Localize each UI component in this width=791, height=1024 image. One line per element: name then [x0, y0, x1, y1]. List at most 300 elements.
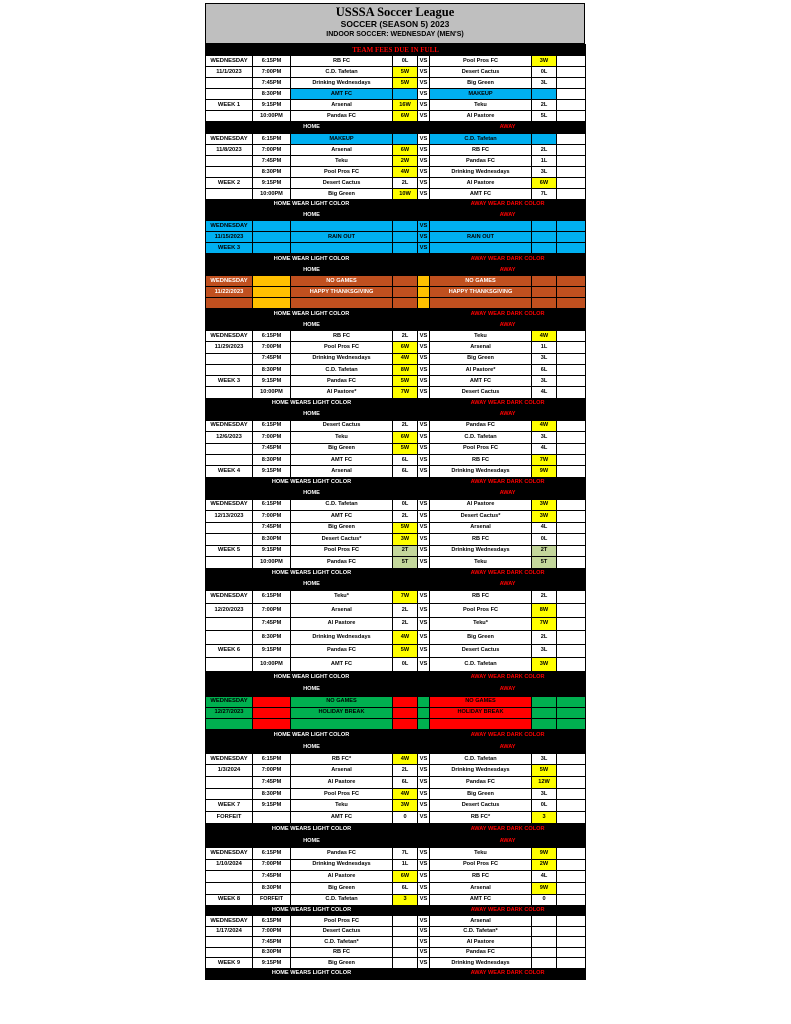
game-row [206, 534, 586, 546]
vs-label: VS [418, 777, 430, 789]
week-label: WEDNESDAY [206, 56, 253, 67]
week-label: WEDNESDAY [206, 420, 253, 431]
home-score: 7W [393, 590, 418, 604]
away-score: 2L [532, 590, 557, 604]
home-team: Al Pastore [291, 617, 393, 631]
away-score: 2L [532, 631, 557, 645]
home-label: HOME WEARS LIGHT COLOR [206, 823, 418, 835]
home-score: 0L [393, 499, 418, 511]
away-score: 3W [532, 658, 557, 672]
home-score: 2L [393, 617, 418, 631]
bar-spacer [418, 968, 430, 979]
empty-cell [557, 707, 586, 718]
vs-label: VS [418, 178, 430, 189]
week-label [206, 156, 253, 167]
vs-label: VS [418, 499, 430, 511]
game-row [206, 788, 586, 800]
week-label: WEEK 1 [206, 100, 253, 111]
home-team: RB FC* [291, 753, 393, 765]
game-time: 7:45PM [253, 443, 291, 454]
away-score: 5W [532, 765, 557, 777]
empty-cell [557, 777, 586, 789]
week-label: 11/22/2023 [206, 287, 253, 298]
game-time: FORFEIT [253, 894, 291, 906]
empty-cell [557, 364, 586, 375]
week-label: WEDNESDAY [206, 916, 253, 927]
week-label: WEEK 9 [206, 958, 253, 969]
week-label: 1/17/2024 [206, 926, 253, 937]
away-team: Drinking Wednesdays [430, 545, 532, 557]
vs-label: VS [418, 800, 430, 812]
game-row [206, 443, 586, 454]
away-score: 6W [532, 178, 557, 189]
home-score: 0 [393, 812, 418, 824]
division-title: INDOOR SOCCER: WEDNESDAY (MEN'S) [326, 31, 464, 38]
empty-cell [557, 454, 586, 465]
game-time: 7:45PM [253, 156, 291, 167]
vs-label: VS [418, 557, 430, 569]
week-label: WEDNESDAY [206, 847, 253, 859]
game-time: 6:15PM [253, 420, 291, 431]
bar-spacer [418, 579, 430, 590]
bar-spacer [418, 741, 430, 753]
game-time: 7:00PM [253, 604, 291, 618]
game-row [206, 658, 586, 672]
away-team: RB FC [430, 590, 532, 604]
home-score: 6W [393, 342, 418, 353]
away-team: C.D. Tafetan [430, 432, 532, 443]
game-time: 7:00PM [253, 67, 291, 78]
vs-label: VS [418, 947, 430, 958]
game-time: 7:00PM [253, 511, 291, 523]
home-score: 4W [393, 353, 418, 364]
vs-label: VS [418, 466, 430, 477]
vs-label: VS [418, 243, 430, 254]
home-label: HOME [206, 409, 418, 420]
week-label: WEEK 2 [206, 178, 253, 189]
home-label: HOME [206, 835, 418, 847]
empty-cell [557, 511, 586, 523]
away-score: 4L [532, 387, 557, 398]
away-status: HOLIDAY BREAK [430, 707, 532, 718]
empty-cell [557, 466, 586, 477]
vs-label: VS [418, 78, 430, 89]
game-time: 6:15PM [253, 499, 291, 511]
empty-cell [557, 718, 586, 729]
game-row [206, 178, 586, 189]
uniform-bar [206, 398, 586, 409]
away-team: MAKEUP [430, 89, 532, 100]
away-score [532, 958, 557, 969]
away-score [532, 89, 557, 100]
empty-cell [557, 631, 586, 645]
home-team: Arsenal [291, 604, 393, 618]
home-status: NO GAMES [291, 696, 393, 707]
home-team: C.D. Tafetan [291, 499, 393, 511]
vs-spacer [418, 718, 430, 729]
home-team: Pool Pros FC [291, 167, 393, 178]
home-label: HOME WEAR LIGHT COLOR [206, 254, 418, 265]
home-score: 2L [393, 420, 418, 431]
home-score: 4W [393, 167, 418, 178]
empty-cell [557, 916, 586, 927]
week-label: WEEK 3 [206, 376, 253, 387]
game-row [206, 522, 586, 534]
game-row [206, 882, 586, 894]
empty-cell [557, 221, 586, 232]
home-label: HOME WEARS LIGHT COLOR [206, 398, 418, 409]
game-time: 7:00PM [253, 342, 291, 353]
away-label: AWAY [430, 320, 586, 331]
away-team: Drinking Wednesdays [430, 765, 532, 777]
game-time: 8:30PM [253, 947, 291, 958]
game-row [206, 765, 586, 777]
away-team: Desert Cactus [430, 644, 532, 658]
home-score [393, 134, 418, 145]
week-label: 1/3/2024 [206, 765, 253, 777]
home-score: 4W [393, 631, 418, 645]
away-score: 9W [532, 882, 557, 894]
home-score: 6W [393, 871, 418, 883]
away-score: 3L [532, 78, 557, 89]
game-time: 8:30PM [253, 788, 291, 800]
week-label: WEDNESDAY [206, 331, 253, 342]
empty-cell [557, 937, 586, 948]
away-score: 4L [532, 871, 557, 883]
uniform-bar [206, 568, 586, 579]
vs-label: VS [418, 89, 430, 100]
vs-label: VS [418, 387, 430, 398]
week-label: WEDNESDAY [206, 696, 253, 707]
empty-cell [557, 111, 586, 122]
vs-label: VS [418, 812, 430, 824]
away-status [430, 243, 532, 254]
empty-cell [557, 243, 586, 254]
week-label [206, 522, 253, 534]
vs-label: VS [418, 443, 430, 454]
game-row [206, 364, 586, 375]
home-away-bar [206, 122, 586, 134]
game-time: 7:00PM [253, 926, 291, 937]
game-time: 6:15PM [253, 916, 291, 927]
away-team: RB FC* [430, 812, 532, 824]
game-time: 8:30PM [253, 454, 291, 465]
game-time: 9:15PM [253, 100, 291, 111]
special-row [206, 696, 586, 707]
league-title: USSSA Soccer League [335, 5, 455, 19]
empty-cell [557, 189, 586, 200]
away-score: 1L [532, 342, 557, 353]
week-label: WEEK 3 [206, 243, 253, 254]
away-score: 8W [532, 604, 557, 618]
home-away-bar [206, 741, 586, 753]
away-team: Desert Cactus* [430, 511, 532, 523]
week-label: WEEK 6 [206, 644, 253, 658]
bar-spacer [418, 309, 430, 320]
vs-label: VS [418, 111, 430, 122]
vs-label: VS [418, 644, 430, 658]
week-label [206, 189, 253, 200]
game-row [206, 432, 586, 443]
away-team: Arsenal [430, 342, 532, 353]
away-team: RB FC [430, 145, 532, 156]
vs-label: VS [418, 788, 430, 800]
vs-label: VS [418, 454, 430, 465]
vs-label: VS [418, 926, 430, 937]
home-score: 6L [393, 454, 418, 465]
empty-cell [557, 167, 586, 178]
season-title: SOCCER (SEASON 5) 2023 [340, 19, 450, 29]
week-label [206, 78, 253, 89]
home-team: RB FC [291, 331, 393, 342]
game-time: 10:00PM [253, 387, 291, 398]
vs-label: VS [418, 134, 430, 145]
home-score [393, 89, 418, 100]
away-team: Al Pastore [430, 499, 532, 511]
week-label [206, 557, 253, 569]
empty-cell [557, 78, 586, 89]
away-score: 3L [532, 376, 557, 387]
away-team: Pandas FC [430, 156, 532, 167]
game-row [206, 342, 586, 353]
away-label: AWAY [430, 122, 586, 134]
empty-cell [557, 534, 586, 546]
home-team: Drinking Wednesdays [291, 353, 393, 364]
away-status: NO GAMES [430, 276, 532, 287]
week-label: WEDNESDAY [206, 221, 253, 232]
uniform-bar [206, 671, 586, 683]
game-time: 9:15PM [253, 644, 291, 658]
home-score [393, 958, 418, 969]
week-label: WEEK 8 [206, 894, 253, 906]
home-score: 7L [393, 847, 418, 859]
game-row [206, 631, 586, 645]
game-row [206, 145, 586, 156]
week-label [206, 443, 253, 454]
home-team: Arsenal [291, 765, 393, 777]
empty-cell [557, 557, 586, 569]
special-row [206, 221, 586, 232]
week-label: 11/15/2023 [206, 232, 253, 243]
home-team: Pandas FC [291, 111, 393, 122]
vs-spacer [418, 707, 430, 718]
away-team: Big Green [430, 788, 532, 800]
away-team: Pandas FC [430, 947, 532, 958]
game-time: 8:30PM [253, 882, 291, 894]
empty-cell [557, 847, 586, 859]
game-row [206, 947, 586, 958]
away-score: 0L [532, 800, 557, 812]
game-row [206, 353, 586, 364]
away-score: 5L [532, 111, 557, 122]
vs-spacer [418, 287, 430, 298]
special-row [206, 276, 586, 287]
week-label [206, 167, 253, 178]
home-label: HOME [206, 579, 418, 590]
week-label [206, 617, 253, 631]
week-label: 11/8/2023 [206, 145, 253, 156]
bar-spacer [418, 488, 430, 499]
game-time: 8:30PM [253, 89, 291, 100]
week-label [206, 882, 253, 894]
special-row [206, 287, 586, 298]
home-team: Big Green [291, 522, 393, 534]
home-score: 5W [393, 443, 418, 454]
home-status [291, 298, 393, 309]
away-team: Pool Pros FC [430, 859, 532, 871]
game-time: 10:00PM [253, 111, 291, 122]
away-team: Big Green [430, 78, 532, 89]
bar-spacer [418, 568, 430, 579]
time-cell [253, 232, 291, 243]
away-score: 5T [532, 557, 557, 569]
home-score [393, 718, 418, 729]
away-score: 0L [532, 534, 557, 546]
away-score: 4L [532, 522, 557, 534]
game-time: 8:30PM [253, 631, 291, 645]
home-score: 3 [393, 894, 418, 906]
home-score: 2L [393, 511, 418, 523]
vs-label: VS [418, 658, 430, 672]
empty-cell [557, 134, 586, 145]
week-label: WEEK 4 [206, 466, 253, 477]
game-row [206, 958, 586, 969]
home-label: HOME [206, 741, 418, 753]
home-team: Arsenal [291, 100, 393, 111]
away-label: AWAY WEAR DARK COLOR [430, 200, 586, 210]
away-team: Al Pastore* [430, 364, 532, 375]
time-cell [253, 243, 291, 254]
vs-label: VS [418, 189, 430, 200]
away-team: Al Pastore [430, 937, 532, 948]
away-team: Desert Cactus [430, 67, 532, 78]
away-score: 2L [532, 145, 557, 156]
empty-cell [557, 331, 586, 342]
away-status: NO GAMES [430, 696, 532, 707]
empty-cell [557, 590, 586, 604]
away-status [430, 298, 532, 309]
away-score [532, 134, 557, 145]
game-time: 10:00PM [253, 189, 291, 200]
week-label [206, 937, 253, 948]
uniform-bar [206, 729, 586, 741]
vs-label: VS [418, 545, 430, 557]
home-team: Big Green [291, 882, 393, 894]
home-status: HOLIDAY BREAK [291, 707, 393, 718]
week-label [206, 788, 253, 800]
week-label: WEDNESDAY [206, 276, 253, 287]
empty-cell [557, 947, 586, 958]
home-team: C.D. Tafetan [291, 67, 393, 78]
game-time: 7:45PM [253, 617, 291, 631]
uniform-bar [206, 254, 586, 265]
away-score: 2W [532, 859, 557, 871]
away-label: AWAY [430, 265, 586, 276]
empty-cell [557, 443, 586, 454]
home-score: 2L [393, 604, 418, 618]
game-row [206, 499, 586, 511]
away-team: RB FC [430, 871, 532, 883]
away-score: 2L [532, 100, 557, 111]
empty-cell [557, 276, 586, 287]
away-team: C.D. Tafetan [430, 753, 532, 765]
home-label: HOME WEAR LIGHT COLOR [206, 729, 418, 741]
uniform-bar [206, 823, 586, 835]
vs-label: VS [418, 958, 430, 969]
home-label: HOME WEARS LIGHT COLOR [206, 906, 418, 916]
home-team: RB FC [291, 947, 393, 958]
home-team: RB FC [291, 56, 393, 67]
bar-spacer [418, 265, 430, 276]
empty-cell [557, 812, 586, 824]
week-label [206, 631, 253, 645]
home-team: AMT FC [291, 454, 393, 465]
away-team: Pandas FC [430, 777, 532, 789]
home-score: 6W [393, 111, 418, 122]
away-score: 7W [532, 454, 557, 465]
vs-label: VS [418, 534, 430, 546]
bar-spacer [418, 477, 430, 488]
week-label [206, 777, 253, 789]
home-status: NO GAMES [291, 276, 393, 287]
home-score [393, 221, 418, 232]
vs-label: VS [418, 937, 430, 948]
game-row [206, 100, 586, 111]
home-team: Desert Cactus [291, 420, 393, 431]
home-score: 2L [393, 178, 418, 189]
away-score: 3L [532, 788, 557, 800]
home-team: Arsenal [291, 466, 393, 477]
away-status [430, 718, 532, 729]
empty-cell [557, 926, 586, 937]
game-row [206, 511, 586, 523]
away-team: Arsenal [430, 916, 532, 927]
game-time: 7:00PM [253, 765, 291, 777]
away-status [430, 221, 532, 232]
home-score [393, 243, 418, 254]
week-label [206, 947, 253, 958]
vs-label: VS [418, 894, 430, 906]
home-score [393, 707, 418, 718]
vs-label: VS [418, 167, 430, 178]
home-score: 16W [393, 100, 418, 111]
game-row [206, 644, 586, 658]
bar-spacer [418, 409, 430, 420]
empty-cell [557, 499, 586, 511]
bar-spacer [418, 210, 430, 221]
game-row [206, 454, 586, 465]
away-score [532, 232, 557, 243]
home-score [393, 287, 418, 298]
home-team: Pandas FC [291, 376, 393, 387]
home-team: C.D. Tafetan [291, 364, 393, 375]
home-team: Teku [291, 156, 393, 167]
home-away-bar [206, 320, 586, 331]
empty-cell [557, 67, 586, 78]
home-team: Pandas FC [291, 847, 393, 859]
away-label: AWAY WEAR DARK COLOR [430, 309, 586, 320]
home-away-bar [206, 579, 586, 590]
away-team: C.D. Tafetan [430, 134, 532, 145]
vs-label: VS [418, 376, 430, 387]
home-score: 7W [393, 387, 418, 398]
game-time: 7:00PM [253, 432, 291, 443]
empty-cell [557, 287, 586, 298]
away-label: AWAY WEAR DARK COLOR [430, 477, 586, 488]
time-cell [253, 298, 291, 309]
away-label: AWAY [430, 488, 586, 499]
empty-cell [557, 232, 586, 243]
